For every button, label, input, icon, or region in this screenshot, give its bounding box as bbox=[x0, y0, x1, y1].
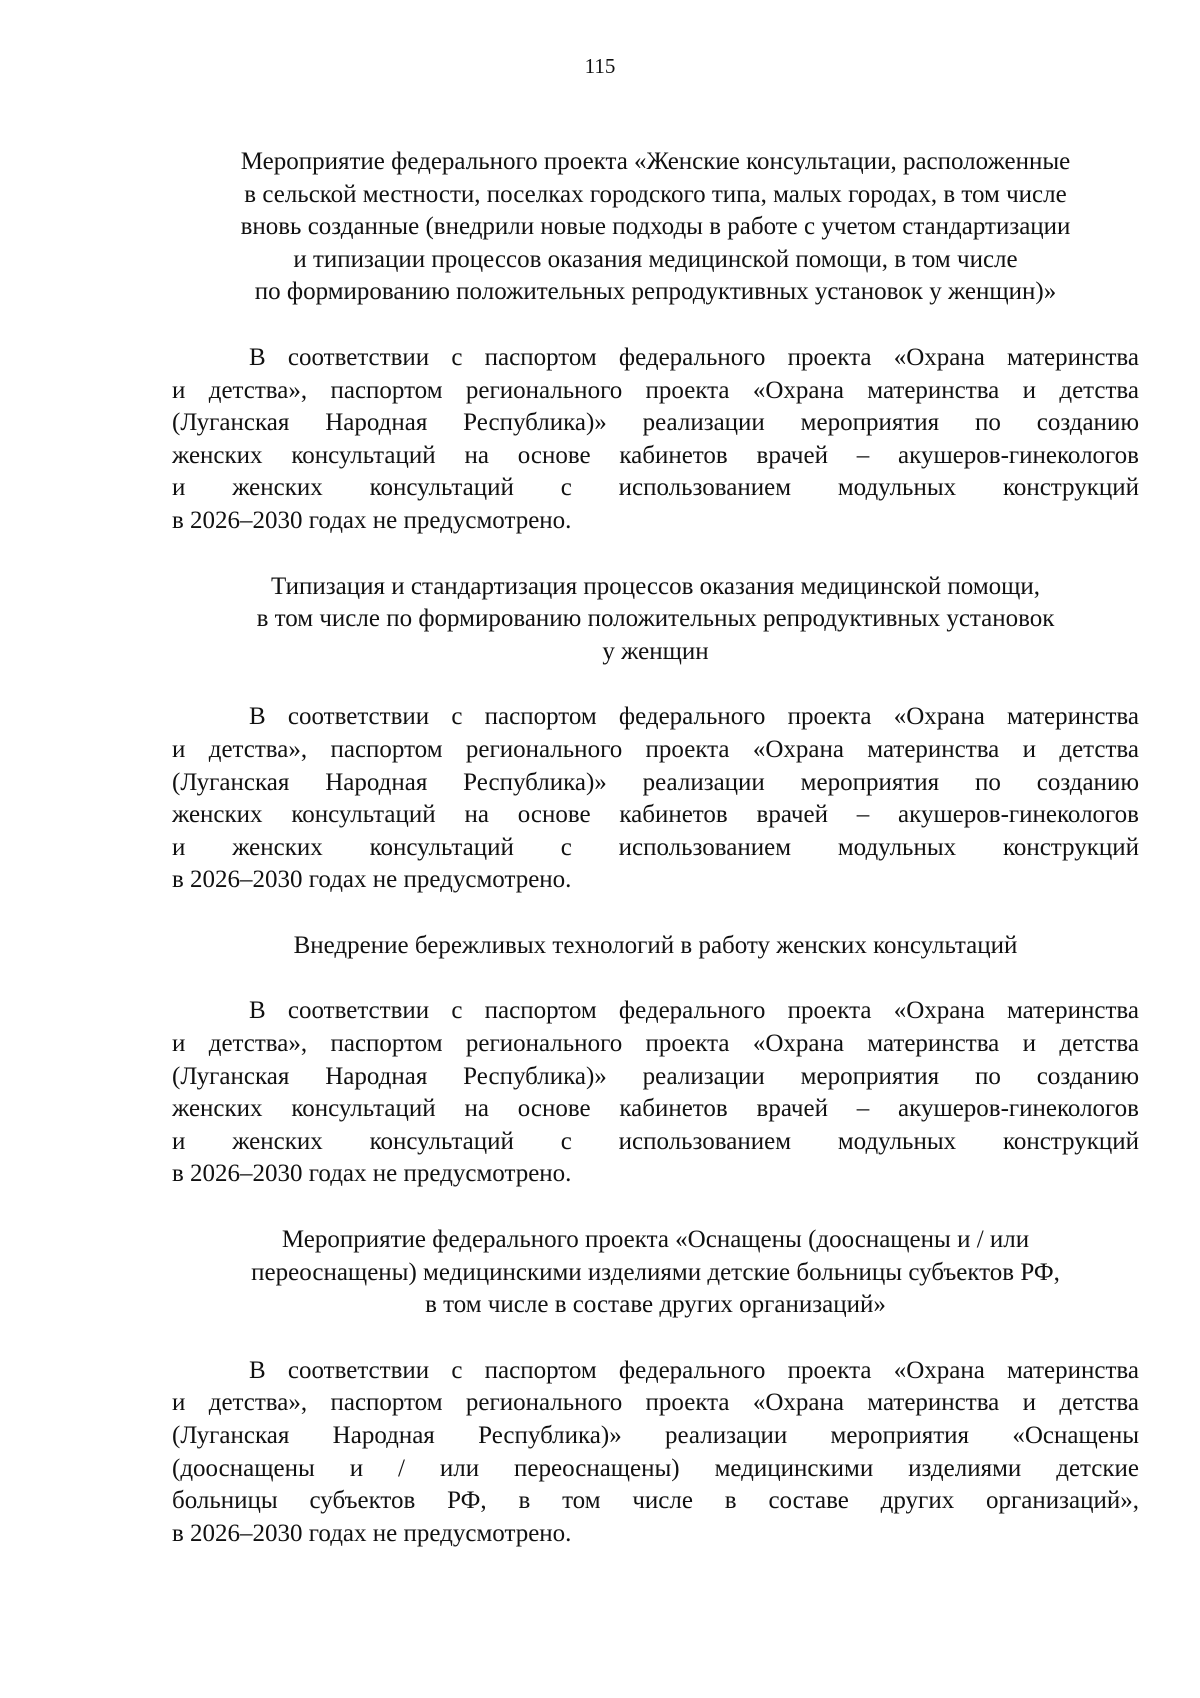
section-paragraph-3 bbox=[172, 995, 1139, 1191]
section-heading-2 bbox=[172, 571, 1139, 669]
heading-line: в сельской местности, поселках городского типа, малых городах, в том числе bbox=[244, 180, 1067, 208]
paragraph-line: (дооснащены и / или переоснащены) медицинскими изделиями детские bbox=[172, 1454, 1139, 1482]
paragraph-line: (Луганская Народная Республика)» реализации мероприятия «Оснащены bbox=[172, 1422, 1139, 1449]
heading-line: переоснащены) медицинскими изделиями детские больницы субъектов РФ, bbox=[251, 1258, 1060, 1286]
heading-line: Типизация и стандартизация процессов оказания медицинской помощи, bbox=[270, 572, 1041, 600]
section-heading-3 bbox=[172, 930, 1139, 963]
paragraph-line: женских консультаций на основе кабинетов врачей – акушеров-гинекологов bbox=[172, 441, 1139, 469]
paragraph-line: в 2026–2030 годах не предусмотрено. bbox=[172, 1160, 572, 1188]
paragraph-line: и детства», паспортом регионального проекта «Охрана материнства и детства bbox=[172, 735, 1139, 763]
paragraph-line: (Луганская Народная Республика)» реализации мероприятия по созданию bbox=[172, 1062, 1139, 1090]
paragraph-line: (Луганская Народная Республика)» реализации мероприятия по созданию bbox=[172, 409, 1139, 437]
paragraph-line: В соответствии с паспортом федерального проекта «Охрана материнства bbox=[249, 997, 1139, 1025]
heading-line: в том числе по формированию положительных репродуктивных установок bbox=[256, 605, 1055, 633]
paragraph-line: женских консультаций на основе кабинетов врачей – акушеров-гинекологов bbox=[172, 1095, 1139, 1123]
heading-line: вновь созданные (внедрили новые подходы в работе с учетом стандартизации bbox=[240, 213, 1071, 241]
heading-line: у женщин bbox=[602, 637, 709, 665]
section-paragraph-1 bbox=[172, 342, 1139, 538]
paragraph-line: и женских консультаций с использованием модульных конструкций bbox=[172, 474, 1139, 502]
section-heading-4 bbox=[172, 1224, 1139, 1322]
heading-line: Внедрение бережливых технологий в работу женских консультаций bbox=[293, 931, 1018, 959]
paragraph-line: женских консультаций на основе кабинетов врачей – акушеров-гинекологов bbox=[172, 801, 1139, 829]
paragraph-line: В соответствии с паспортом федерального проекта «Охрана материнства bbox=[249, 1356, 1139, 1384]
heading-line: Мероприятие федерального проекта «Женские консультации, расположенные bbox=[240, 148, 1071, 175]
paragraph-line: в 2026–2030 годах не предусмотрено. bbox=[172, 866, 572, 894]
paragraph-line: и женских консультаций с использованием модульных конструкций bbox=[172, 1127, 1139, 1155]
heading-line: в том числе в составе других организаций» bbox=[425, 1291, 886, 1319]
paragraph-line: (Луганская Народная Республика)» реализации мероприятия по созданию bbox=[172, 768, 1139, 796]
section-heading-1 bbox=[172, 146, 1139, 309]
paragraph-line: и детства», паспортом регионального проекта «Охрана материнства и детства bbox=[172, 1389, 1139, 1417]
heading-line: Мероприятие федерального проекта «Оснащены (дооснащены и / или bbox=[281, 1226, 1030, 1254]
document-body bbox=[172, 146, 1139, 1550]
paragraph-line: и детства», паспортом регионального проекта «Охрана материнства и детства bbox=[172, 376, 1139, 404]
paragraph-line: в 2026–2030 годах не предусмотрено. bbox=[172, 506, 572, 534]
section-paragraph-4 bbox=[172, 1355, 1139, 1551]
heading-line: по формированию положительных репродуктивных установок у женщин)» bbox=[254, 278, 1057, 306]
heading-line: и типизации процессов оказания медицинской помощи, в том числе bbox=[293, 245, 1018, 273]
paragraph-line: больницы субъектов РФ, в том числе в составе других организаций», bbox=[172, 1487, 1139, 1515]
page-number: 115 bbox=[584, 54, 616, 78]
paragraph-line: и женских консультаций с использованием модульных конструкций bbox=[172, 833, 1139, 861]
paragraph-line: В соответствии с паспортом федерального проекта «Охрана материнства bbox=[249, 703, 1139, 731]
section-paragraph-2 bbox=[172, 701, 1139, 897]
paragraph-line: В соответствии с паспортом федерального проекта «Охрана материнства bbox=[249, 343, 1139, 371]
paragraph-line: и детства», паспортом регионального проекта «Охрана материнства и детства bbox=[172, 1030, 1139, 1058]
paragraph-line: в 2026–2030 годах не предусмотрено. bbox=[172, 1519, 572, 1547]
